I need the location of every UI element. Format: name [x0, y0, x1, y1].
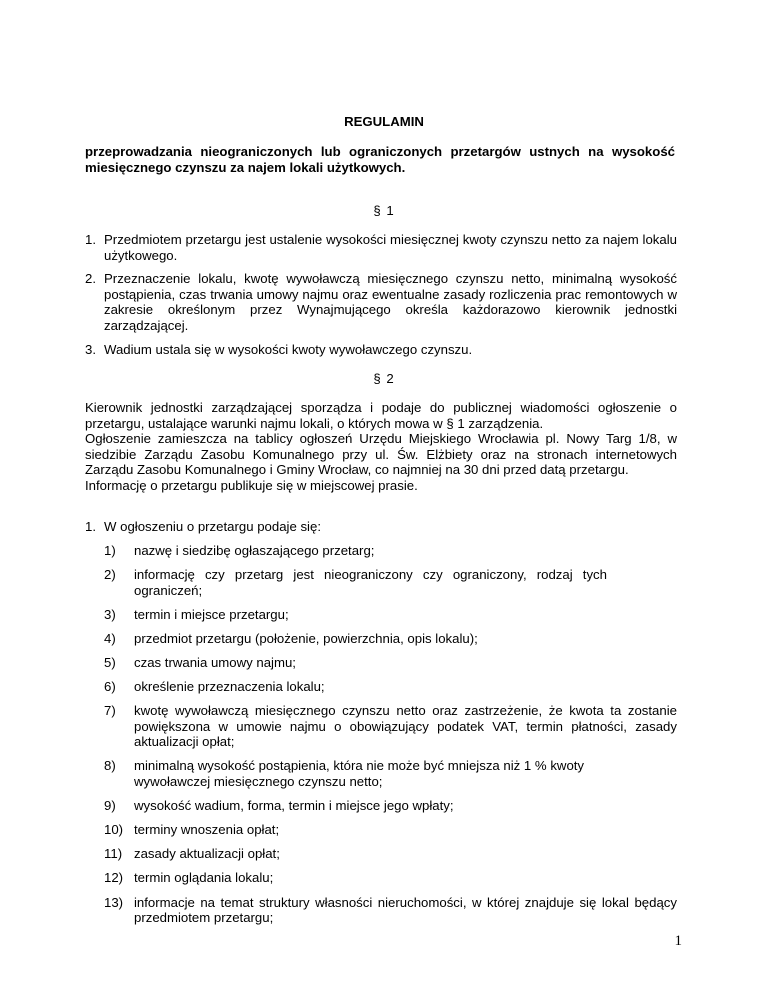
section-1-item [85, 342, 677, 358]
sub-item-text: przedmiot przetargu (położenie, powierzchnia, opis lokalu); [134, 630, 478, 646]
sub-item-number: 1) [104, 543, 116, 558]
item-text: Przeznaczenie lokalu, kwotę wywoławczą miesięcznego czynszu netto, minimalną wysokość postąpienia, czas trwania umowy najmu oraz ewentualne zasady rozliczenia prac remontowych w zakresie określonym przez Wynajmującego określa każdorazowo kierownik jednostki zarządzającej. [104, 271, 677, 333]
sub-item-number: 9) [104, 798, 116, 814]
item-text: Wadium ustala się w wysokości kwoty wywoławczego czynszu. [104, 341, 473, 357]
sub-item-number: 10) [104, 822, 124, 838]
sub-list-item [104, 758, 677, 789]
section-2-paragraphs [85, 400, 677, 494]
sub-list-item [104, 870, 677, 886]
document-subtitle: przeprowadzania nieograniczonych lub ograniczonych przetargów ustnych na wysokość miesięcznego czynszu za najem lokali użytkowych. [85, 144, 675, 175]
sub-item-number: 5) [104, 654, 116, 670]
sub-item-text: kwotę wywoławczą miesięcznego czynszu netto oraz zastrzeżenie, że kwota ta zostanie powiększona w umowie najmu o obowiązujący podatek VAT, termin płatności, zasady aktualizacji opłat; [134, 703, 677, 750]
sub-list-item [104, 846, 677, 862]
sub-item-text: informację czy przetarg jest nieograniczony czy ograniczony, rodzaj tych ograniczeń; [134, 567, 607, 598]
document-title: REGULAMIN [344, 114, 424, 129]
item-number: 2. [85, 271, 96, 287]
page-number: 1 [674, 933, 682, 949]
sub-item-number: 2) [104, 567, 116, 583]
announcement-sub-list [104, 543, 677, 934]
sub-item-text: nazwę i siedzibę ogłaszającego przetarg; [134, 543, 375, 558]
item-text: Przedmiotem przetargu jest ustalenie wysokości miesięcznej kwoty czynszu netto za najem lokalu użytkowego. [104, 232, 677, 263]
sub-item-text: określenie przeznaczenia lokalu; [134, 679, 325, 695]
sub-list-item [104, 543, 677, 559]
sub-item-text: terminy wnoszenia opłat; [134, 822, 280, 838]
sub-item-text: czas trwania umowy najmu; [134, 654, 296, 670]
sub-list-item [104, 679, 677, 695]
sub-item-number: 4) [104, 630, 116, 646]
sub-list-item [104, 895, 677, 926]
section-1-item [85, 271, 677, 333]
sub-item-text: termin i miejsce przetargu; [134, 606, 289, 622]
announcement-list-intro [85, 519, 677, 543]
sub-list-item [104, 607, 677, 623]
sub-list-item [104, 631, 677, 647]
list-intro-row [85, 519, 677, 535]
sub-item-text: zasady aktualizacji opłat; [134, 846, 280, 862]
section-2-heading: § 2 [373, 371, 395, 386]
section-2-paragraph: Informację o przetargu publikuje się w miejscowej prasie. [85, 477, 418, 493]
section-1-item [85, 232, 677, 263]
section-1-list [85, 232, 677, 365]
sub-item-number: 12) [104, 870, 124, 886]
sub-list-item [104, 567, 677, 598]
sub-list-item [104, 703, 677, 750]
item-number: 1. [85, 232, 96, 247]
sub-list-item [104, 798, 677, 814]
sub-item-number: 3) [104, 606, 116, 622]
sub-item-number: 11) [104, 846, 123, 862]
sub-item-number: 6) [104, 679, 116, 695]
section-2-paragraph: Kierownik jednostki zarządzającej sporządza i podaje do publicznej wiadomości ogłoszenie o przetargu, ustalające warunki najmu lokali, o których mowa w § 1 zarządzenia. [85, 400, 677, 431]
item-number: 3. [85, 341, 96, 357]
sub-list-item [104, 655, 677, 671]
sub-item-text: wysokość wadium, forma, termin i miejsce jego wpłaty; [134, 798, 454, 814]
item-number: 1. [85, 519, 96, 534]
sub-item-number: 7) [104, 703, 116, 719]
sub-item-number: 8) [104, 758, 116, 774]
section-2-paragraph: Ogłoszenie zamieszcza na tablicy ogłoszeń Urzędu Miejskiego Wrocławia pl. Nowy Targ 1/8, w siedzibie Zarządu Zasobu Komunalnego przy ul. Św. Elżbiety oraz na stronach internetowych Zarządu Zasobu Komunalnego i Gminy Wrocław, co najmniej na 30 dni przed datą przetargu. [85, 431, 677, 478]
sub-item-text: termin oglądania lokalu; [134, 870, 274, 886]
sub-item-text: informacje na temat struktury własności nieruchomości, w której znajduje się lokal będący przedmiotem przetargu; [134, 894, 677, 926]
item-text: W ogłoszeniu o przetargu podaje się: [104, 519, 321, 534]
section-1-heading: § 1 [373, 203, 395, 218]
sub-list-item [104, 822, 677, 838]
sub-item-text: minimalną wysokość postąpienia, która nie może być mniejsza niż 1 % kwoty wywoławczej miesięcznego czynszu netto; [134, 758, 585, 790]
sub-item-number: 13) [104, 894, 124, 910]
